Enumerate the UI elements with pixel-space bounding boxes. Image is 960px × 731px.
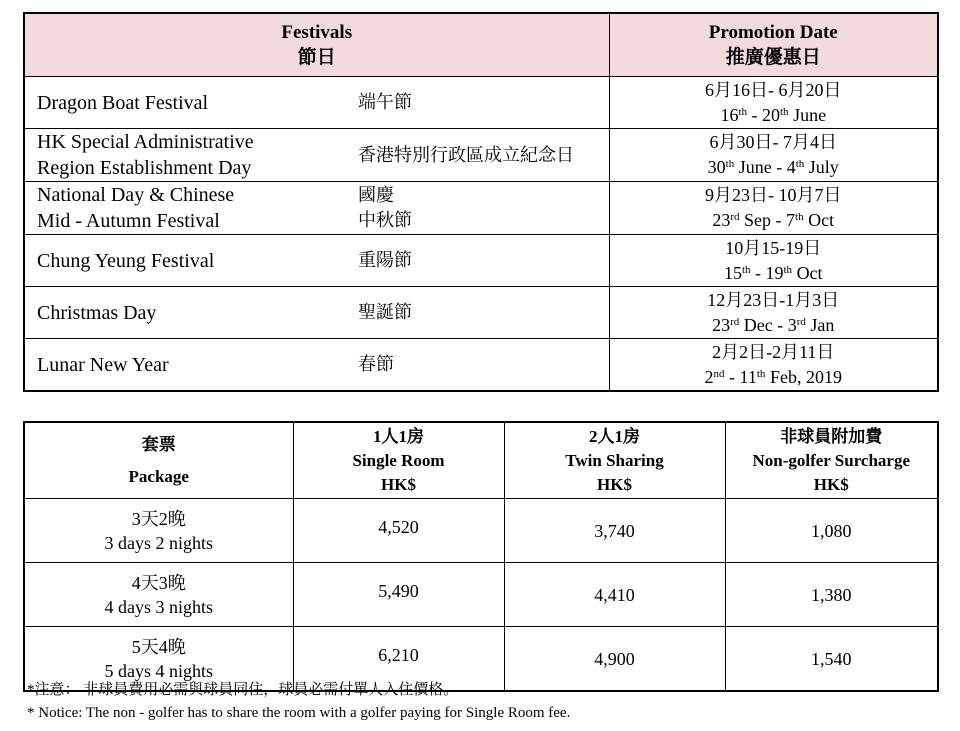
surcharge-header-cell <box>725 422 938 499</box>
promotion-date-en <box>610 313 938 338</box>
promotion-date-zh: 10月15-19日 <box>725 237 822 258</box>
ordinal-suffix: th <box>780 105 789 118</box>
festival-row <box>24 339 938 392</box>
promotion-date-en-text: 23 <box>712 210 731 230</box>
festival-name-zh <box>336 248 609 273</box>
festival-name-zh <box>336 143 609 168</box>
promotion-date-en-text: July <box>804 157 839 177</box>
festival-name-zh-line: 聖誕節 <box>358 302 412 322</box>
promotion-date-header-cell <box>609 13 938 77</box>
festival-row <box>24 235 938 287</box>
promotion-date-cell <box>609 129 938 182</box>
festival-name-zh-cell <box>336 339 609 392</box>
festival-name-zh-line: 端午節 <box>358 92 412 112</box>
festival-name-en <box>25 248 336 274</box>
twin-sharing-header-en: Twin Sharing <box>565 450 664 470</box>
festival-name-en-line: Mid - Autumn Festival <box>37 210 220 232</box>
twin-sharing-price: 4,410 <box>504 563 725 627</box>
promotion-date-en-text: June - 4 <box>734 157 796 177</box>
promotion-date-en <box>610 208 938 233</box>
surcharge-price: 1,080 <box>725 499 938 563</box>
package-name-cell <box>24 499 293 563</box>
promotion-date-en <box>610 261 938 286</box>
twin-sharing-price: 3,740 <box>504 499 725 563</box>
ordinal-suffix: th <box>795 211 804 223</box>
festival-name-zh-cell <box>336 129 609 182</box>
promotion-date-en-text: 30 <box>707 157 726 177</box>
festival-row <box>24 77 938 129</box>
festival-name-zh-cell <box>336 287 609 339</box>
festival-name-en-line: Chung Yeung Festival <box>37 249 215 272</box>
promotion-date-header-en: Promotion Date <box>708 22 838 43</box>
promotion-date-cell <box>609 339 938 392</box>
promotion-date-en-text: Oct <box>792 262 823 283</box>
ordinal-suffix: nd <box>713 367 725 380</box>
festival-row <box>24 182 938 235</box>
festival-table-body <box>24 77 938 392</box>
package-header-en: Package <box>128 466 189 486</box>
single-room-header-cell <box>293 422 504 499</box>
package-name-en: 4 days 3 nights <box>104 596 213 617</box>
promotion-date-en-text: 23 <box>712 314 731 335</box>
package-name-zh: 4天3晚 <box>131 572 186 593</box>
festival-name-en-cell <box>24 339 336 392</box>
promotion-date-en-text: Sep - 7 <box>739 210 796 230</box>
package-row <box>24 499 938 563</box>
package-row <box>24 563 938 627</box>
festival-name-en-cell <box>24 77 336 129</box>
package-name-cell <box>24 563 293 627</box>
festival-name-zh-line: 香港特別行政區成立紀念日 <box>358 144 574 165</box>
ordinal-suffix: th <box>725 158 735 170</box>
notice-zh: *注意： 非球員費用必需與球員同住，球員必需付單人入住價格。 <box>27 682 459 698</box>
festival-name-en <box>25 300 336 326</box>
promotion-date-en-text: Oct <box>803 210 835 230</box>
surcharge-header-currency: HK$ <box>813 474 849 494</box>
price-table-body <box>24 499 938 692</box>
festival-name-zh <box>336 300 609 325</box>
festival-row <box>24 287 938 339</box>
promotion-date-en-text: 15 <box>723 262 742 283</box>
ordinal-suffix: th <box>738 105 747 118</box>
surcharge-price: 1,540 <box>725 627 938 692</box>
festival-name-en <box>25 352 336 378</box>
single-room-price: 5,490 <box>293 563 504 627</box>
festival-name-zh-cell <box>336 235 609 287</box>
surcharge-price: 1,380 <box>725 563 938 627</box>
festival-name-en-cell <box>24 235 336 287</box>
single-room-header-zh: 1人1房 <box>373 426 424 446</box>
notice-en: * Notice: The non - golfer has to share the room with a golfer paying for Single Room fee. <box>27 705 571 721</box>
promotion-date-en <box>610 155 938 180</box>
promotion-date-zh: 6月16日- 6月20日 <box>705 79 842 100</box>
festival-promotion-table <box>23 12 939 392</box>
festival-name-zh-line: 春節 <box>358 354 394 374</box>
single-room-header-en: Single Room <box>352 450 445 470</box>
ordinal-suffix: rd <box>730 315 740 328</box>
festival-name-en-cell <box>24 182 336 235</box>
twin-sharing-header-currency: HK$ <box>597 474 632 494</box>
ordinal-suffix: th <box>783 263 793 276</box>
package-name-zh: 5天4晚 <box>131 636 186 657</box>
ordinal-suffix: th <box>756 367 766 380</box>
festivals-header-zh: 節日 <box>297 47 336 68</box>
twin-sharing-price: 4,900 <box>504 627 725 692</box>
festival-name-en-line: Christmas Day <box>37 301 157 324</box>
twin-sharing-header-cell <box>504 422 725 499</box>
package-price-table <box>23 421 939 692</box>
promotion-date-header-zh: 推廣優惠日 <box>725 47 821 68</box>
festival-name-en <box>25 129 336 181</box>
festival-name-zh <box>336 183 609 233</box>
promotion-date-en-text: - 19 <box>750 262 784 283</box>
promotion-date-zh: 9月23日- 10月7日 <box>705 185 842 205</box>
promotion-date-en-text: 2 <box>704 366 714 387</box>
promotion-date-en-text: June <box>788 104 827 125</box>
single-room-price: 4,520 <box>293 499 504 563</box>
ordinal-suffix: th <box>795 158 805 170</box>
package-name-en: 5 days 4 nights <box>104 660 213 681</box>
festival-name-zh-line: 重陽節 <box>358 250 412 270</box>
promotion-date-en-text: - 11 <box>724 366 757 387</box>
festival-name-zh-cell <box>336 182 609 235</box>
ordinal-suffix: rd <box>796 315 806 328</box>
promotion-date-zh: 6月30日- 7月4日 <box>709 132 837 152</box>
festival-name-en-line: Region Establishment Day <box>37 157 252 179</box>
package-header-cell <box>24 422 293 499</box>
promotion-date-en-text: - 20 <box>747 104 780 125</box>
festival-name-zh-line: 國慶 <box>358 185 394 205</box>
promotion-date-en-text: Feb, 2019 <box>765 366 842 387</box>
single-room-header-currency: HK$ <box>381 474 416 494</box>
festival-name-zh <box>336 352 609 377</box>
package-name-zh: 3天2晚 <box>131 508 186 529</box>
festival-name-en-line: Dragon Boat Festival <box>37 91 209 114</box>
festival-name-en-line: HK Special Administrative <box>37 131 254 153</box>
festival-name-en <box>25 182 336 234</box>
festival-name-en-cell <box>24 287 336 339</box>
price-table-header <box>24 422 938 499</box>
festivals-header-en: Festivals <box>281 22 353 43</box>
surcharge-header-en: Non-golfer Surcharge <box>752 450 911 470</box>
promotion-date-zh: 12月23日-1月3日 <box>707 289 840 310</box>
twin-sharing-header-zh: 2人1房 <box>589 426 640 446</box>
festival-table-header <box>24 13 938 77</box>
promotion-date-en <box>610 103 938 128</box>
ordinal-suffix: th <box>741 263 751 276</box>
ordinal-suffix: rd <box>730 211 740 223</box>
single-room-price: 6,210 <box>293 627 504 692</box>
promotion-date-zh: 2月2日-2月11日 <box>712 341 835 362</box>
promotion-date-cell <box>609 77 938 129</box>
package-header-zh: 套票 <box>141 434 176 454</box>
festival-name-zh <box>336 90 609 115</box>
promotion-date-en-text: 16 <box>720 104 739 125</box>
promotion-date-en-text: Dec - 3 <box>739 314 797 335</box>
festival-row <box>24 129 938 182</box>
promotion-date-cell <box>609 287 938 339</box>
promotion-date-en-text: Jan <box>805 314 835 335</box>
festival-name-en-line: Lunar New Year <box>37 353 169 376</box>
festival-name-en <box>25 90 336 116</box>
promotion-date-cell <box>609 235 938 287</box>
festival-name-zh-cell <box>336 77 609 129</box>
festival-name-zh-line: 中秋節 <box>358 210 412 230</box>
promotion-date-cell <box>609 182 938 235</box>
surcharge-header-zh: 非球員附加費 <box>780 426 883 446</box>
festival-name-en-line: National Day & Chinese <box>37 184 235 206</box>
festivals-header-cell <box>24 13 609 77</box>
package-name-en: 3 days 2 nights <box>104 532 213 553</box>
festival-name-en-cell <box>24 129 336 182</box>
promotion-date-en <box>610 365 938 390</box>
